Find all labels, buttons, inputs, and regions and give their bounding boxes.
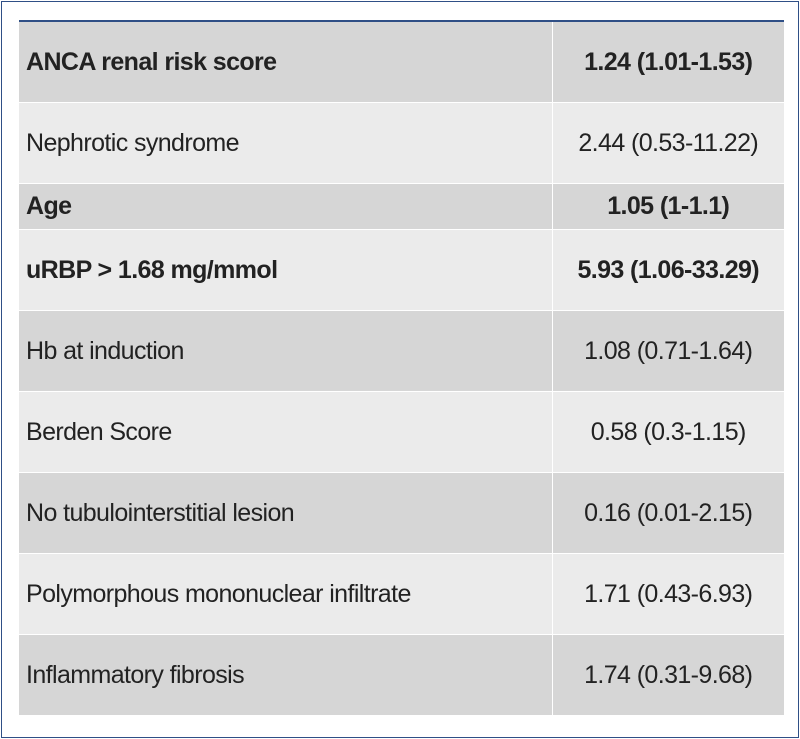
row-label: Berden Score — [19, 392, 552, 473]
row-value: 5.93 (1.06-33.29) — [552, 230, 784, 311]
row-label: Inflammatory fibrosis — [19, 635, 552, 716]
table-row — [19, 22, 784, 103]
results-table — [19, 22, 784, 716]
table-row — [19, 392, 784, 473]
row-label: Nephrotic syndrome — [19, 103, 552, 184]
table-frame — [1, 1, 799, 738]
row-label: ANCA renal risk score — [19, 22, 552, 103]
row-value: 1.74 (0.31-9.68) — [552, 635, 784, 716]
table-row — [19, 311, 784, 392]
table-row — [19, 230, 784, 311]
row-label: Age — [19, 184, 552, 230]
row-value: 0.58 (0.3-1.15) — [552, 392, 784, 473]
row-value: 0.16 (0.01-2.15) — [552, 473, 784, 554]
row-label: uRBP > 1.68 mg/mmol — [19, 230, 552, 311]
row-label: Polymorphous mononuclear infiltrate — [19, 554, 552, 635]
table-row — [19, 473, 784, 554]
row-value: 1.24 (1.01-1.53) — [552, 22, 784, 103]
table-row — [19, 103, 784, 184]
row-value: 2.44 (0.53-11.22) — [552, 103, 784, 184]
row-label: No tubulointerstitial lesion — [19, 473, 552, 554]
row-label: Hb at induction — [19, 311, 552, 392]
results-table-container — [19, 20, 784, 716]
table-row — [19, 554, 784, 635]
row-value: 1.71 (0.43-6.93) — [552, 554, 784, 635]
row-value: 1.08 (0.71-1.64) — [552, 311, 784, 392]
table-row — [19, 635, 784, 716]
row-value: 1.05 (1-1.1) — [552, 184, 784, 230]
table-row — [19, 184, 784, 230]
